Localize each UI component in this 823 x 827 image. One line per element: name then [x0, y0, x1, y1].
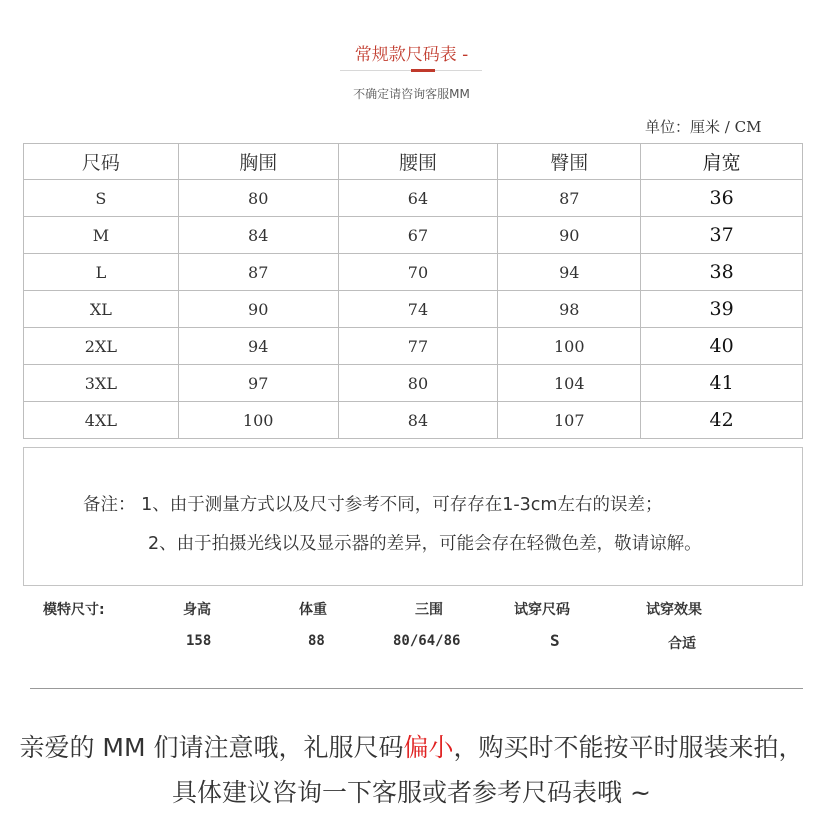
bust-cell: 80: [178, 180, 338, 217]
shoulder-cell: 38: [641, 254, 803, 291]
size-table: [23, 143, 803, 439]
bust-cell: 94: [178, 328, 338, 365]
shoulder-cell: 40: [641, 328, 803, 365]
model-value-weight: 88: [308, 633, 325, 649]
column-header-bust: 胸围: [178, 144, 338, 180]
note-line-2: 2、由于拍摄光线以及显示器的差异，可能会存在轻微色差，敬请谅解。: [148, 534, 702, 554]
unit-label: 单位：厘米 / CM: [645, 118, 762, 136]
hip-cell: 98: [498, 291, 641, 328]
page-subtitle: 不确定请咨询客服MM: [353, 87, 470, 101]
closing-line-1-start: 亲爱的 MM 们请注意哦，礼服尺码: [19, 733, 404, 762]
closing-line-2: 具体建议咨询一下客服或者参考尺码表哦 ~: [172, 778, 651, 807]
table-row: [24, 365, 803, 402]
shoulder-cell: 37: [641, 217, 803, 254]
waist-cell: 84: [338, 402, 498, 439]
shoulder-cell: 42: [641, 402, 803, 439]
table-row: [24, 217, 803, 254]
bust-cell: 87: [178, 254, 338, 291]
size-cell: 2XL: [24, 328, 179, 365]
model-header-fit: 试穿效果: [646, 602, 702, 618]
size-table-body: [24, 180, 803, 439]
hip-cell: 104: [498, 365, 641, 402]
waist-cell: 67: [338, 217, 498, 254]
waist-cell: 64: [338, 180, 498, 217]
model-header-weight: 体重: [299, 602, 327, 618]
bust-cell: 97: [178, 365, 338, 402]
closing-line-1-end: ，购买时不能按平时服装来拍，: [453, 733, 804, 762]
table-row: [24, 180, 803, 217]
closing-line-1: [0, 728, 823, 764]
model-value-fit: 合适: [668, 636, 696, 652]
page-title: 常规款尺码表 -: [354, 45, 469, 65]
column-header-hip: 臀围: [498, 144, 641, 180]
model-value-measurements: 80/64/86: [393, 633, 461, 649]
model-size-label: 模特尺寸:: [43, 602, 105, 618]
waist-cell: 70: [338, 254, 498, 291]
bust-cell: 84: [178, 217, 338, 254]
size-cell: 3XL: [24, 365, 179, 402]
size-cell: L: [24, 254, 179, 291]
hip-cell: 100: [498, 328, 641, 365]
section-divider: [30, 688, 803, 689]
column-header-shoulder: 肩宽: [641, 144, 803, 180]
table-row: [24, 291, 803, 328]
closing-highlight: 偏小: [403, 733, 454, 762]
waist-cell: 77: [338, 328, 498, 365]
size-cell: 4XL: [24, 402, 179, 439]
model-value-height: 158: [186, 633, 212, 649]
table-row: [24, 254, 803, 291]
column-header-size: 尺码: [24, 144, 179, 180]
model-value-tried-size: S: [550, 631, 560, 650]
size-cell: S: [24, 180, 179, 217]
shoulder-cell: 39: [641, 291, 803, 328]
hip-cell: 107: [498, 402, 641, 439]
size-cell: M: [24, 217, 179, 254]
model-header-height: 身高: [183, 602, 211, 618]
waist-cell: 74: [338, 291, 498, 328]
hip-cell: 94: [498, 254, 641, 291]
size-cell: XL: [24, 291, 179, 328]
hip-cell: 90: [498, 217, 641, 254]
model-header-tried-size: 试穿尺码: [514, 602, 570, 618]
table-header-row: [24, 144, 803, 180]
table-row: [24, 328, 803, 365]
column-header-waist: 腰围: [338, 144, 498, 180]
note-line-1: 备注： 1、由于测量方式以及尺寸参考不同，可存存在1-3cm左右的误差；: [83, 495, 663, 515]
model-header-measurements: 三围: [415, 602, 443, 618]
shoulder-cell: 41: [641, 365, 803, 402]
shoulder-cell: 36: [641, 180, 803, 217]
waist-cell: 80: [338, 365, 498, 402]
hip-cell: 87: [498, 180, 641, 217]
title-accent-bar: [411, 69, 435, 72]
bust-cell: 100: [178, 402, 338, 439]
bust-cell: 90: [178, 291, 338, 328]
table-row: [24, 402, 803, 439]
notes-box: [23, 447, 803, 586]
